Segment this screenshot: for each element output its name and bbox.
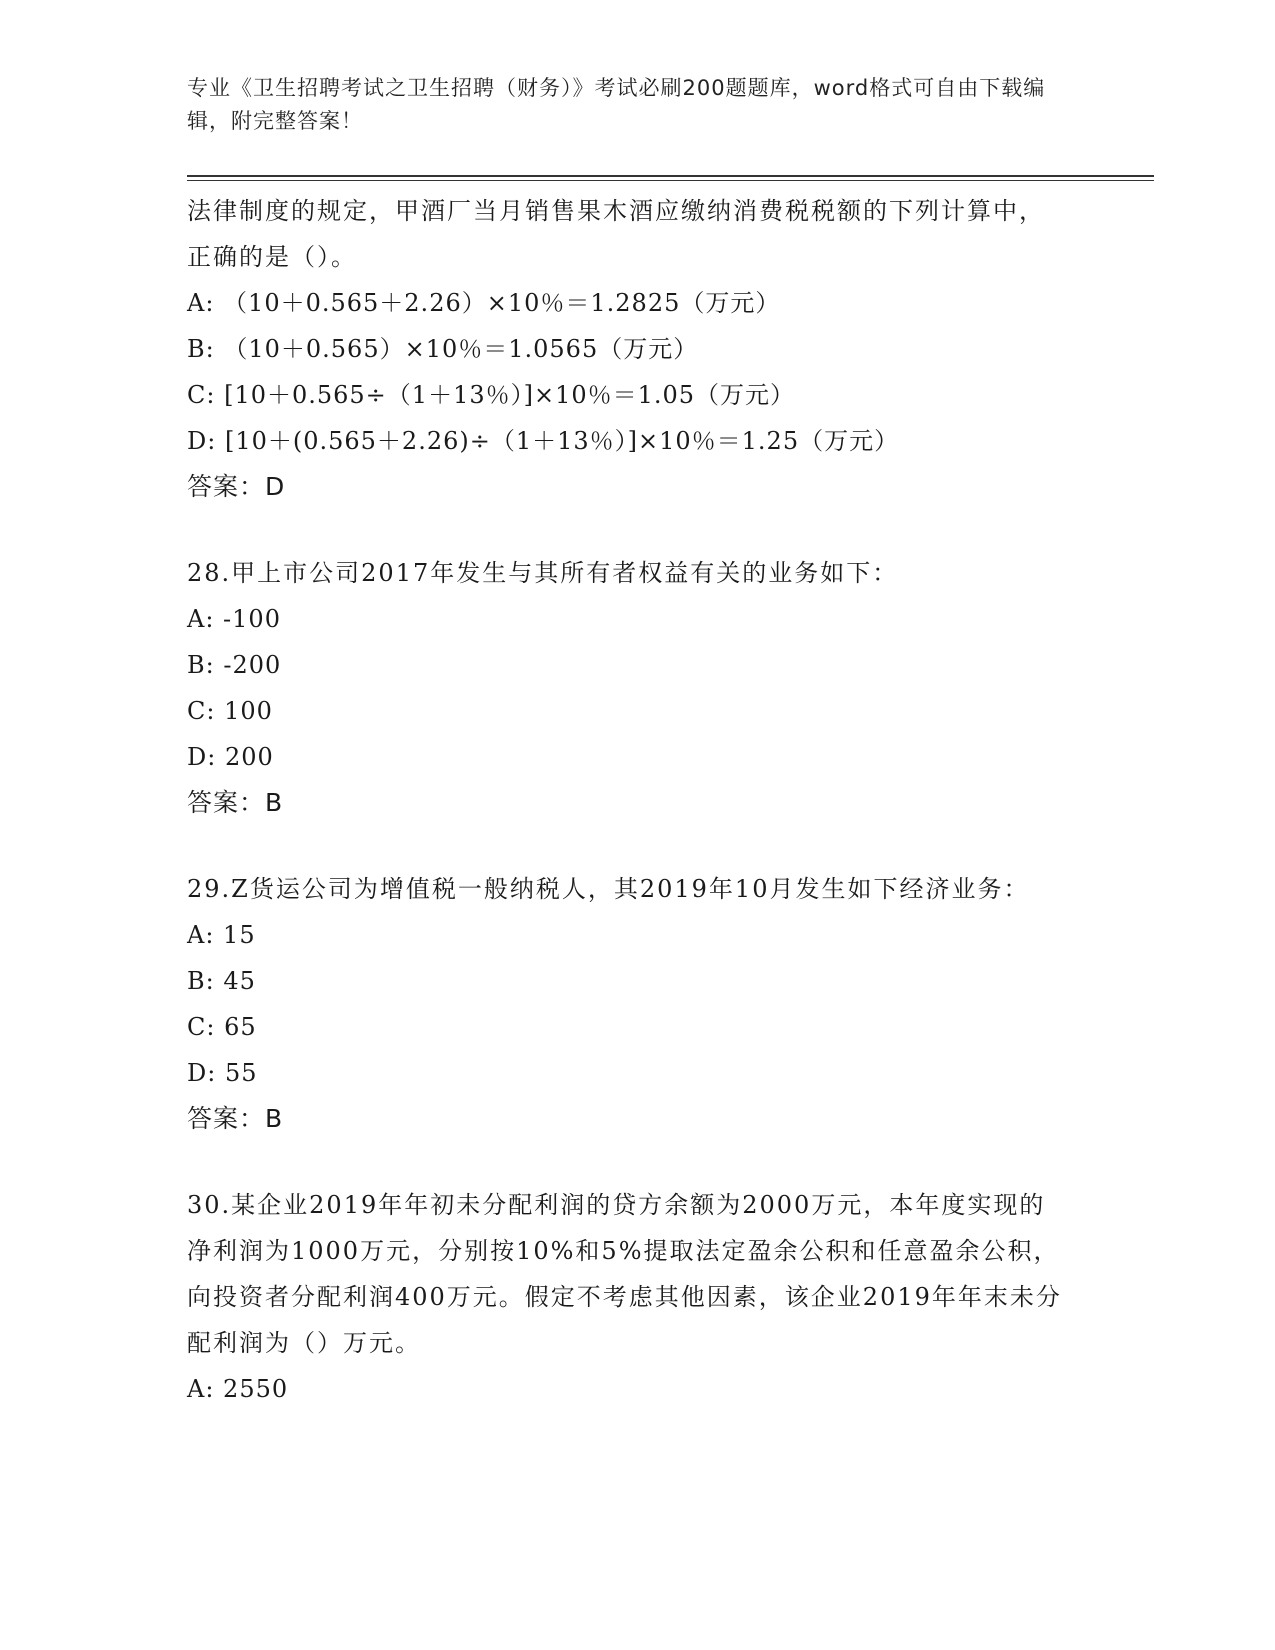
question-block (187, 1182, 1067, 1412)
answer-line: 答案：D (187, 472, 286, 501)
option-d: D: [10＋(0.565＋2.26)÷（1＋13％）]×10％＝1.25（万元） (187, 427, 900, 455)
option-a: A: 15 (187, 921, 256, 949)
question-block (187, 188, 1067, 510)
option-c: C: [10＋0.565÷（1＋13％）]×10％＝1.05（万元） (187, 381, 796, 409)
option-d: D: 200 (187, 743, 274, 771)
header-divider-thick (187, 175, 1154, 177)
answer-line: 答案：B (187, 788, 284, 817)
header-divider-thin (187, 180, 1154, 181)
option-d: D: 55 (187, 1059, 258, 1087)
question-stem: 法律制度的规定，甲酒厂当月销售果木酒应缴纳消费税税额的下列计算中，正确的是（）。 (187, 197, 1045, 271)
option-a: A: 2550 (187, 1375, 289, 1403)
option-c: C: 65 (187, 1013, 257, 1041)
question-stem: 29.Z货运公司为增值税一般纳税人，其2019年10月发生如下经济业务： (187, 875, 1030, 903)
question-stem: 28.甲上市公司2017年发生与其所有者权益有关的业务如下： (187, 559, 899, 587)
option-a: A: -100 (187, 605, 281, 633)
question-stem: 30.某企业2019年年初未分配利润的贷方余额为2000万元，本年度实现的净利润为1000万元，分别按10%和5%提取法定盈余公积和任意盈余公积，向投资者分配利润400万元。假定不考虑其他因素，该企业2019年年末未分配利润为（）万元。 (187, 1191, 1062, 1357)
option-b: B: （10＋0.565）×10％＝1.0565（万元） (187, 335, 699, 363)
question-block (187, 866, 1067, 1142)
option-b: B: 45 (187, 967, 256, 995)
option-b: B: -200 (187, 651, 282, 679)
document-header: 专业《卫生招聘考试之卫生招聘（财务）》考试必刷200题题库，word格式可自由下载编辑，附完整答案！ (187, 76, 1046, 133)
option-a: A: （10＋0.565＋2.26）×10％＝1.2825（万元） (187, 289, 781, 317)
option-c: C: 100 (187, 697, 273, 725)
answer-line: 答案：B (187, 1104, 284, 1133)
question-block (187, 550, 1067, 826)
question-list (187, 188, 1067, 1412)
